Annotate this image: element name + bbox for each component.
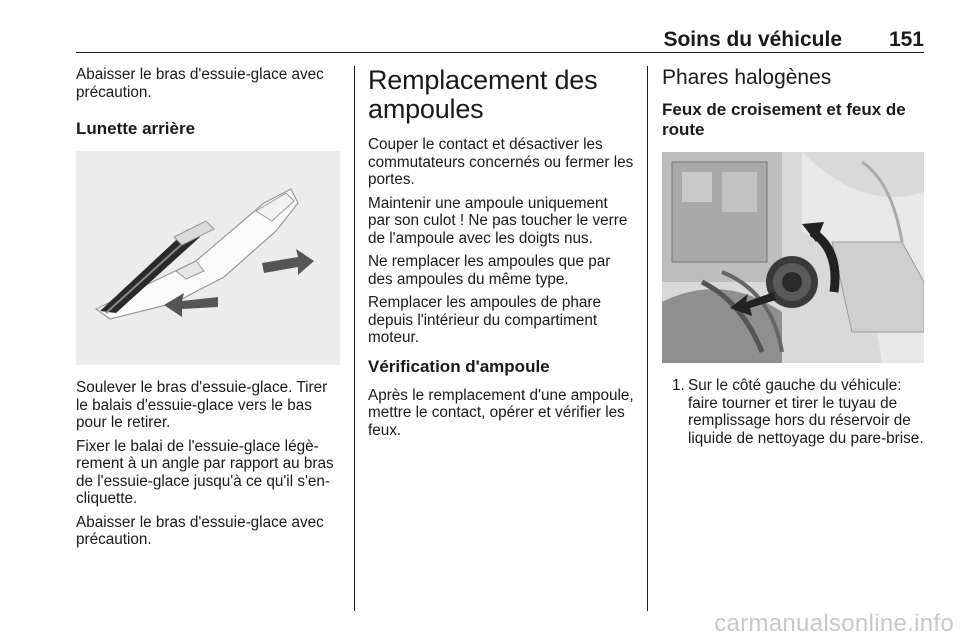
- steps-list: [662, 377, 926, 447]
- step-number: 1.: [672, 377, 685, 394]
- lift-arm-text: Soulever le bras d'essuie-glace. Tirer le balais d'essuie-glace vers le bas pour le retirer.: [76, 379, 328, 431]
- column-divider: [647, 66, 648, 611]
- rear-wiper-illustration: [76, 151, 340, 365]
- column-left: [76, 66, 340, 555]
- low-high-beam-heading: Feux de croisement et feux de route: [662, 100, 906, 139]
- header-divider: [76, 52, 924, 53]
- page-header: [76, 26, 924, 52]
- same-type-text: Ne remplacer les ampoules que par des ampoules du même type.: [368, 253, 611, 288]
- hold-bulb-text: Maintenir une ampoule uniquement par son culot ! Ne pas toucher le verre de l'ampoule avec les doigts nus.: [368, 194, 628, 247]
- rear-window-heading: Lunette arrière: [76, 119, 196, 138]
- bulb-check-heading: Vérification d'ampoule: [368, 356, 550, 376]
- step-text: Sur le côté gauche du véhicule: faire tourner et tirer le tuyau de remplissage hors du réservoir de liquide de nettoyage du pare-brise.: [688, 377, 924, 447]
- lower-arm-text: Abaisser le bras d'essuie-glace avec précaution.: [76, 513, 324, 548]
- engine-compartment-text: Remplacer les ampoules de phare depuis l'intérieur du compartiment moteur.: [368, 294, 601, 346]
- fix-blade-text: Fixer le balai de l'essuie-glace légè-rement à un angle par rapport au bras de l'essuie-glace jusqu'à ce qu'il s'en-cliquette.: [76, 437, 334, 507]
- intro-text: Abaisser le bras d'essuie-glace avec précaution.: [76, 66, 324, 101]
- bulb-check-text: Après le remplacement d'une ampoule, mettre le contact, opérer et vérifier les feux.: [368, 386, 634, 439]
- column-right: [662, 66, 926, 447]
- page-number: 151: [888, 28, 924, 51]
- list-item: [662, 377, 926, 447]
- engine-compartment-illustration: [662, 152, 924, 363]
- column-middle: [368, 66, 634, 445]
- ignition-off-text: Couper le contact et désactiver les commutateurs concernés ou fermer les portes.: [368, 136, 634, 188]
- column-divider: [354, 66, 355, 611]
- watermark-text: carmanualsonline.info: [714, 610, 954, 637]
- bulb-replacement-heading: Remplacement des ampoules: [368, 65, 598, 124]
- halogen-headlights-heading: Phares halogènes: [662, 66, 832, 89]
- section-title: Soins du véhicule: [663, 28, 842, 51]
